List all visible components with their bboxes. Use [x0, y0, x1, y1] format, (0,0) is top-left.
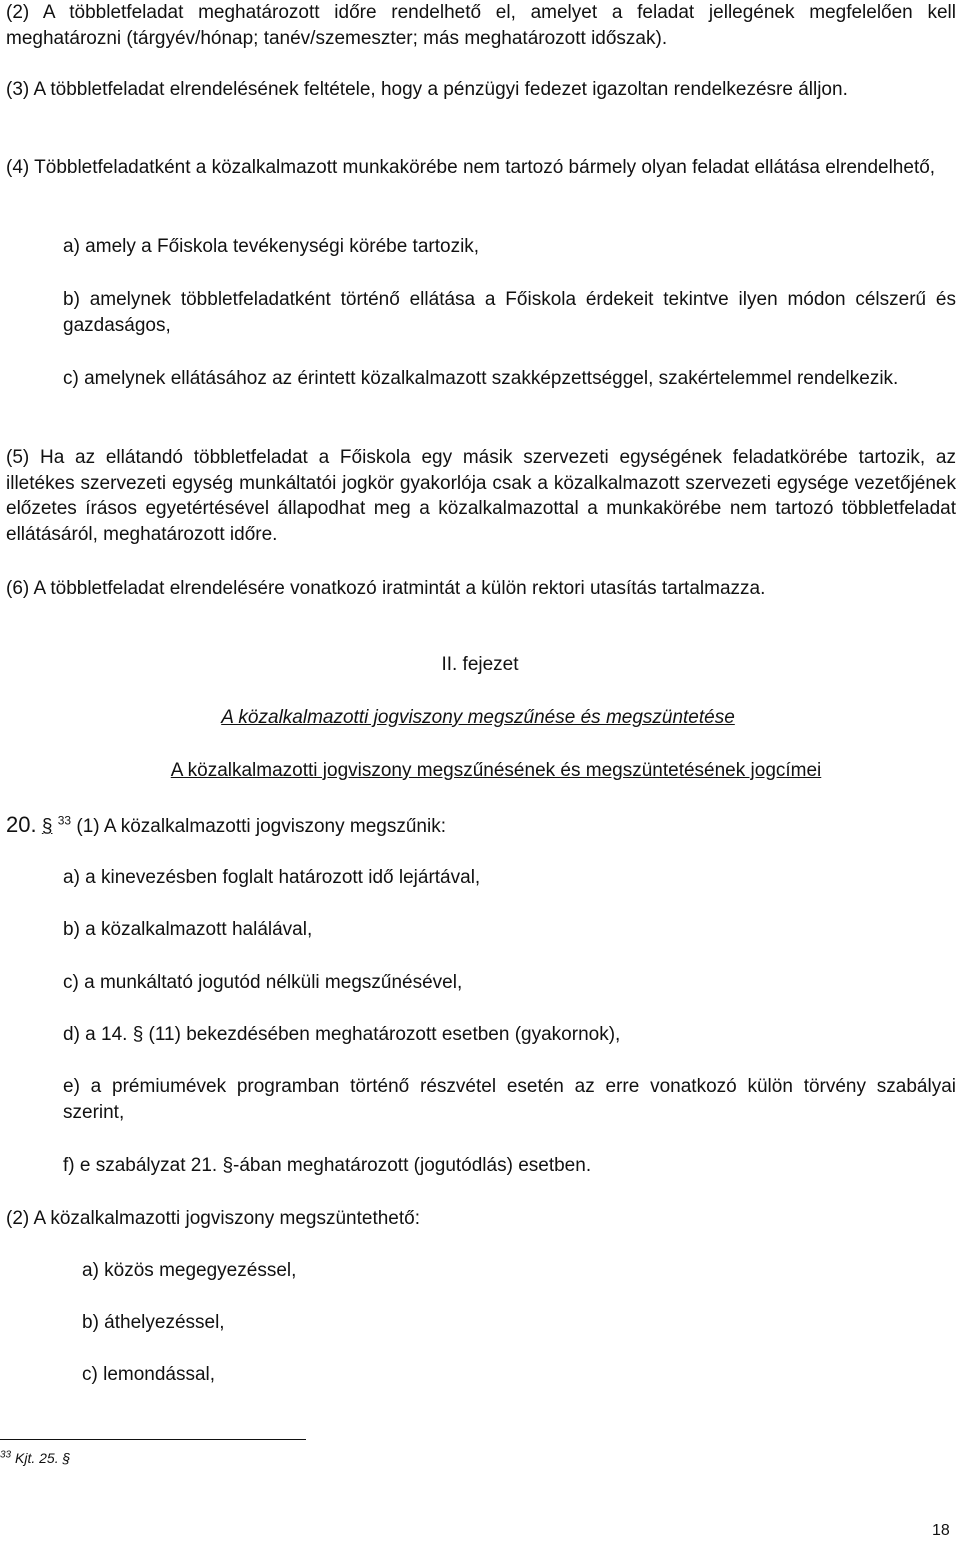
item-2a: a) közös megegyezéssel, [82, 1260, 297, 1281]
subsection-2: (2) A közalkalmazotti jogviszony megszüntethető: [6, 1208, 420, 1229]
paragraph-6: (6) A többletfeladat elrendelésére vonatkozó iratmintát a külön rektori utasítás tartalmazza. [6, 578, 766, 599]
item-20f: f) e szabályzat 21. §-ában meghatározott (jogutódlás) esetben. [63, 1155, 592, 1176]
item-4b: b) amelynek többletfeladatként történő ellátása a Főiskola érdekeit tekintve ilyen módon célszerű és gazdaságos, [63, 289, 956, 336]
item-2c: c) lemondással, [82, 1364, 216, 1385]
paragraph-3: (3) A többletfeladat elrendelésének feltétele, hogy a pénzügyi fedezet igazoltan rendelkezésre álljon. [6, 79, 848, 100]
footnote-text: Kjt. 25. § [15, 1450, 71, 1466]
paragraph-4: (4) Többletfeladatként a közalkalmazott munkakörébe nem tartozó bármely olyan feladat ellátása elrendelhető, [6, 157, 936, 178]
footnote-marker: 33 [0, 1449, 12, 1461]
item-2b: b) áthelyezéssel, [82, 1312, 225, 1333]
chapter-number: II. fejezet [441, 654, 519, 675]
section-20-lead [6, 812, 446, 840]
footnote [0, 1450, 70, 1466]
item-4a: a) amely a Főiskola tevékenységi körébe tartozik, [63, 236, 480, 257]
item-20d: d) a 14. § (11) bekezdésében meghatározott esetben (gyakornok), [63, 1024, 621, 1045]
item-4c: c) amelynek ellátásához az érintett közalkalmazott szakképzettséggel, szakértelemmel rendelkezik. [63, 368, 899, 389]
paragraph-5: (5) Ha az ellátandó többletfeladat a Főiskola egy másik szervezeti egységének feladatkörébe tartozik, az illetékes szervezeti egység munkáltatói jogkör gyakorlója csak a közalkalmazott szervezeti egysége vezetőjének előzetes írásos egyetértésével állapodhat meg a közalkalmazottal a munkakörébe nem tartozó többletfeladat ellátásáról, meghatározott időre. [6, 447, 956, 545]
item-20e: e) a prémiumévek programban történő részvétel esetén az erre vonatkozó külön törvény szabályai szerint, [63, 1076, 956, 1123]
section-heading: A közalkalmazotti jogviszony megszűnésének és megszüntetésének jogcímei [170, 760, 822, 781]
footnote-divider [0, 1439, 306, 1440]
item-20b: b) a közalkalmazott halálával, [63, 919, 313, 940]
paragraph-2: (2) A többletfeladat meghatározott időre rendelhető el, amelyet a feladat jellegének megfelelően kell meghatározni (tárgyév/hónap; tanév/szemeszter; más meghatározott időszak). [6, 2, 956, 49]
page-number: 18 [932, 1522, 950, 1539]
chapter-title: A közalkalmazotti jogviszony megszűnése és megszüntetése [221, 707, 735, 728]
section-20-text: (1) A közalkalmazotti jogviszony megszűnik: [76, 816, 446, 837]
item-20a: a) a kinevezésben foglalt határozott idő lejártával, [63, 867, 481, 888]
footnote-ref-33: 33 [57, 813, 72, 828]
section-sign: § [41, 816, 53, 837]
item-20c: c) a munkáltató jogutód nélküli megszűnésével, [63, 972, 463, 993]
section-number: 20. [6, 812, 37, 837]
